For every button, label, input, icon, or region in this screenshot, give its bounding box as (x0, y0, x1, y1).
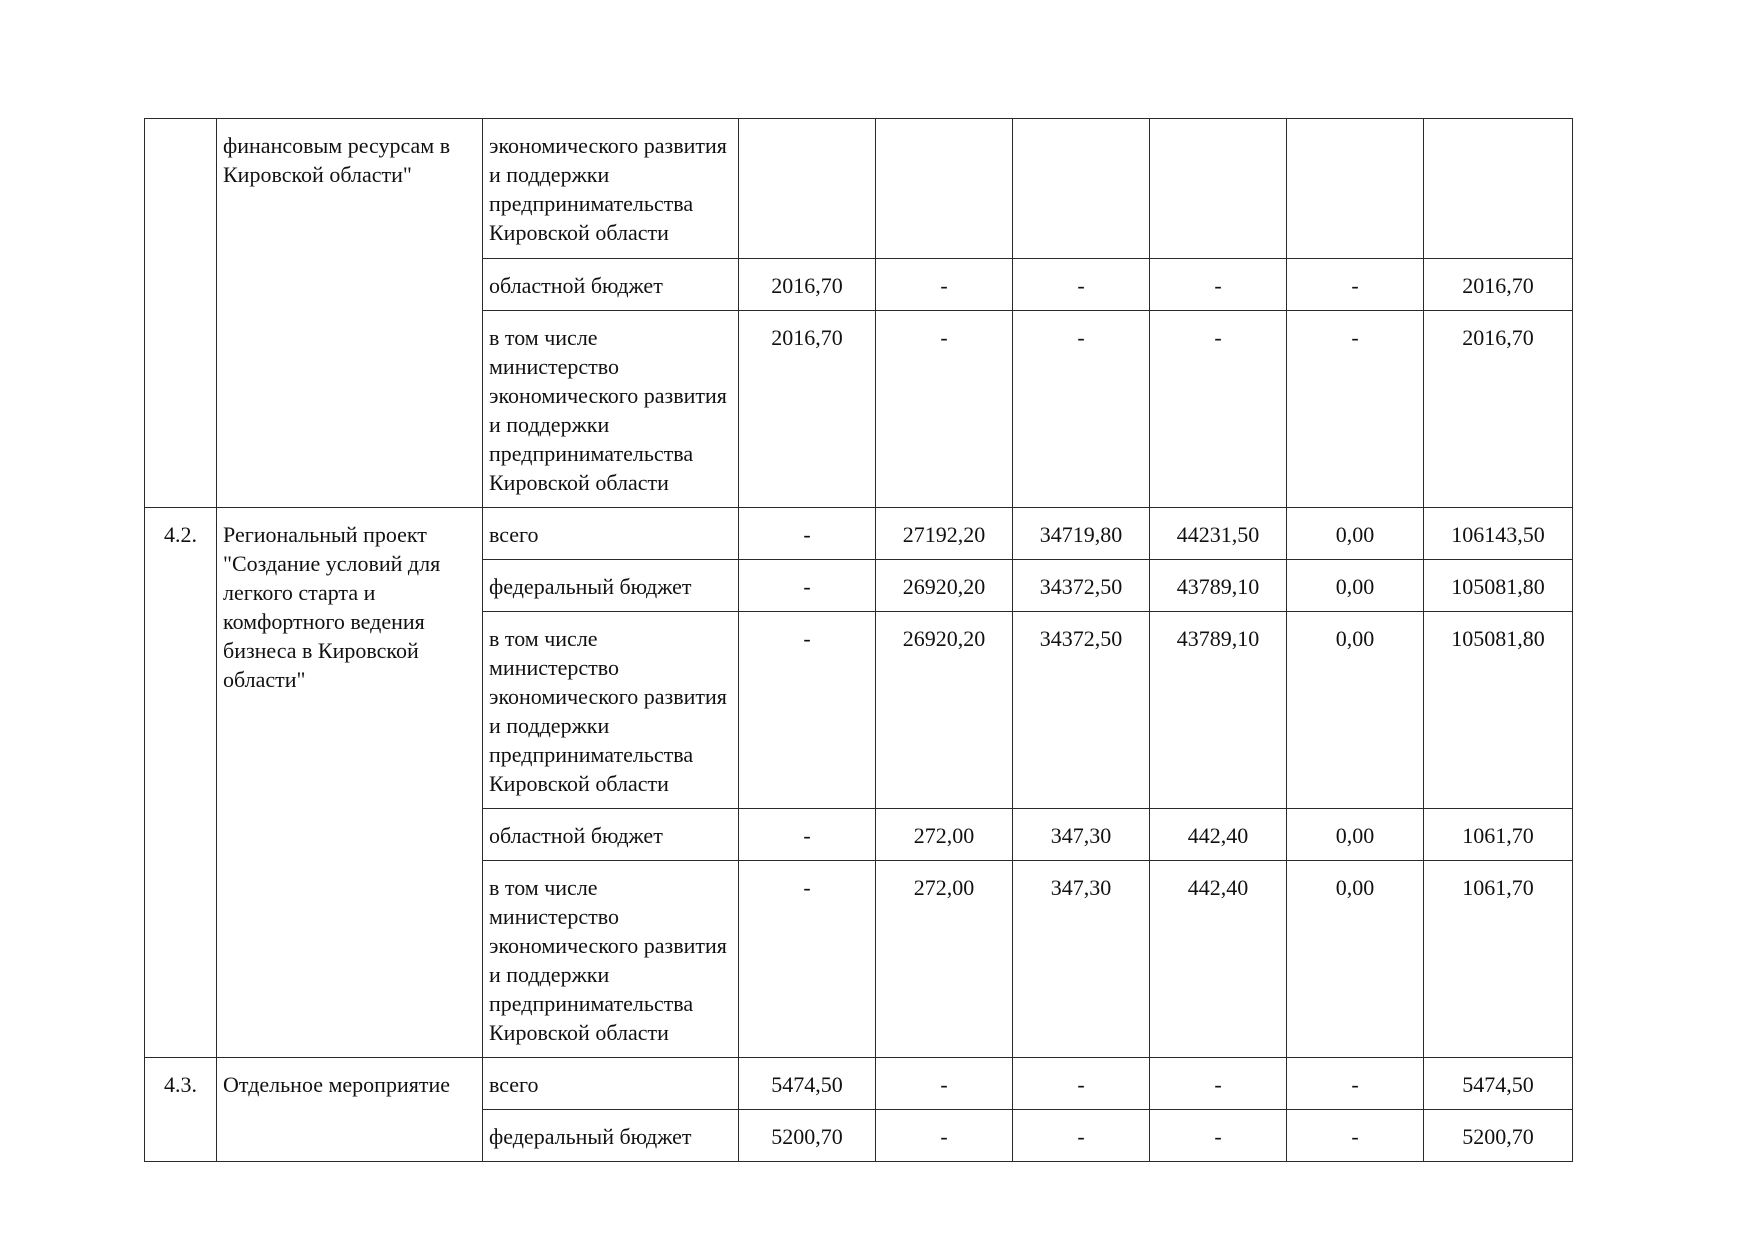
value-cell: 5474,50 (739, 1058, 876, 1110)
value-cell: - (739, 612, 876, 809)
value-cell: 34372,50 (1013, 612, 1150, 809)
total-cell: 1061,70 (1424, 809, 1573, 861)
value-cell: - (1287, 311, 1424, 508)
value-cell: - (1150, 1110, 1287, 1162)
funding-source-cell: в том числе министерство экономического развития и поддержки предпринимательства Кировской области (483, 612, 739, 809)
item-number-cell (145, 119, 217, 508)
value-cell: - (739, 560, 876, 612)
value-cell: 442,40 (1150, 809, 1287, 861)
total-cell: 105081,80 (1424, 612, 1573, 809)
total-cell: 106143,50 (1424, 508, 1573, 560)
value-cell: - (1013, 1058, 1150, 1110)
total-cell: 5200,70 (1424, 1110, 1573, 1162)
funding-table (144, 118, 1573, 1162)
funding-source-cell: в том числе министерство экономического развития и поддержки предпринимательства Кировской области (483, 861, 739, 1058)
value-cell: 27192,20 (876, 508, 1013, 560)
total-cell (1424, 119, 1573, 259)
item-number-cell: 4.2. (145, 508, 217, 1058)
value-cell (1150, 119, 1287, 259)
funding-source-cell: всего (483, 1058, 739, 1110)
total-cell: 105081,80 (1424, 560, 1573, 612)
value-cell: - (1013, 259, 1150, 311)
funding-source-cell: федеральный бюджет (483, 1110, 739, 1162)
value-cell: 347,30 (1013, 809, 1150, 861)
value-cell: 5200,70 (739, 1110, 876, 1162)
item-name-cell: Отдельное мероприятие (217, 1058, 483, 1162)
value-cell (876, 119, 1013, 259)
total-cell: 2016,70 (1424, 259, 1573, 311)
value-cell: - (876, 1058, 1013, 1110)
value-cell: 0,00 (1287, 612, 1424, 809)
value-cell: - (876, 311, 1013, 508)
total-cell: 1061,70 (1424, 861, 1573, 1058)
value-cell: - (739, 861, 876, 1058)
value-cell (1287, 119, 1424, 259)
value-cell: - (1150, 1058, 1287, 1110)
table-row (145, 508, 1573, 560)
value-cell: - (876, 259, 1013, 311)
value-cell: 272,00 (876, 861, 1013, 1058)
value-cell: - (1150, 259, 1287, 311)
funding-source-cell: областной бюджет (483, 259, 739, 311)
item-name-cell: финансовым ресурсам в Кировской области" (217, 119, 483, 508)
value-cell: 2016,70 (739, 311, 876, 508)
total-cell: 5474,50 (1424, 1058, 1573, 1110)
funding-source-cell: всего (483, 508, 739, 560)
value-cell: 43789,10 (1150, 612, 1287, 809)
value-cell: - (1287, 1110, 1424, 1162)
value-cell: - (1287, 259, 1424, 311)
value-cell: 34372,50 (1013, 560, 1150, 612)
item-name-cell: Региональный проект "Создание условий для легкого старта и комфортного ведения бизнеса в Кировской области" (217, 508, 483, 1058)
value-cell: 26920,20 (876, 560, 1013, 612)
value-cell: - (876, 1110, 1013, 1162)
value-cell: - (739, 809, 876, 861)
value-cell: 0,00 (1287, 508, 1424, 560)
table-row (145, 119, 1573, 259)
value-cell: 442,40 (1150, 861, 1287, 1058)
value-cell: 0,00 (1287, 861, 1424, 1058)
value-cell: 2016,70 (739, 259, 876, 311)
value-cell: 26920,20 (876, 612, 1013, 809)
value-cell: - (1013, 311, 1150, 508)
value-cell (1013, 119, 1150, 259)
value-cell: - (1013, 1110, 1150, 1162)
value-cell: - (739, 508, 876, 560)
value-cell: - (1150, 311, 1287, 508)
total-cell: 2016,70 (1424, 311, 1573, 508)
value-cell (739, 119, 876, 259)
funding-source-cell: областной бюджет (483, 809, 739, 861)
value-cell: 347,30 (1013, 861, 1150, 1058)
value-cell: - (1287, 1058, 1424, 1110)
funding-source-cell: в том числе министерство экономического развития и поддержки предпринимательства Кировской области (483, 311, 739, 508)
value-cell: 0,00 (1287, 560, 1424, 612)
value-cell: 272,00 (876, 809, 1013, 861)
table-row (145, 1058, 1573, 1110)
funding-source-cell: экономического развития и поддержки предпринимательства Кировской области (483, 119, 739, 259)
value-cell: 0,00 (1287, 809, 1424, 861)
value-cell: 34719,80 (1013, 508, 1150, 560)
value-cell: 43789,10 (1150, 560, 1287, 612)
funding-source-cell: федеральный бюджет (483, 560, 739, 612)
value-cell: 44231,50 (1150, 508, 1287, 560)
item-number-cell: 4.3. (145, 1058, 217, 1162)
